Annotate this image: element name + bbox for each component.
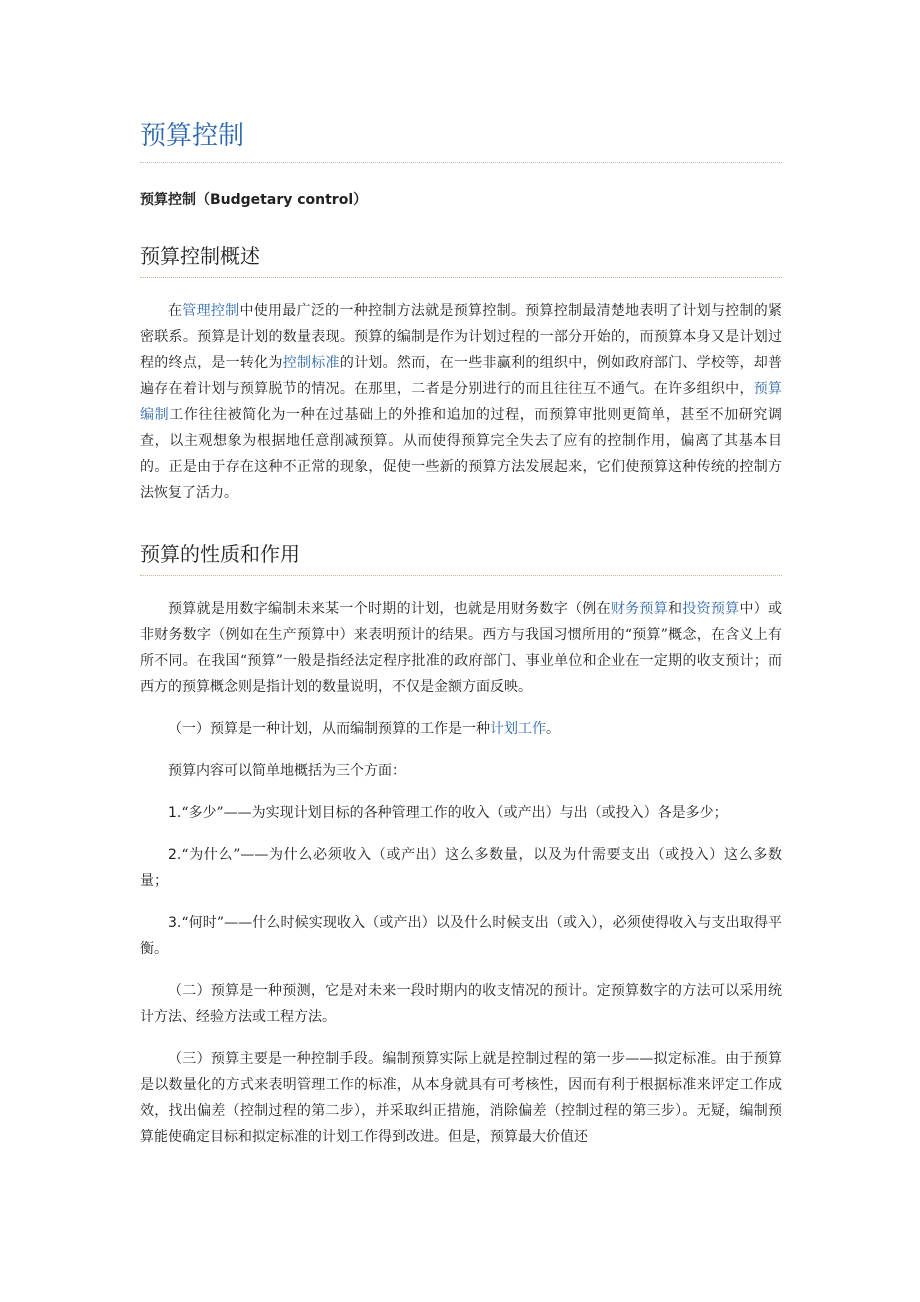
inline-link[interactable]: 管理控制 (182, 303, 240, 319)
summary-paragraph: 预算内容可以简单地概括为三个方面： (168, 763, 406, 779)
inline-link[interactable]: 预算编制 (140, 381, 783, 423)
text-run: 和 (668, 601, 683, 617)
inline-link[interactable]: 投资预算 (682, 601, 740, 617)
list-item (140, 842, 782, 894)
list-number: 3. (168, 915, 182, 931)
list-text: “多少”——为实现计划目标的各种管理工作的收入（或产出）与出（或投入）各是多少； (181, 805, 728, 821)
title-divider (140, 162, 782, 163)
text-run: 在 (168, 303, 183, 319)
list-item (140, 910, 782, 962)
nature-paragraph (140, 596, 782, 700)
inline-link[interactable]: 计划工作 (490, 721, 546, 737)
list-number: 1. (168, 805, 182, 821)
inline-link[interactable]: 财务预算 (610, 601, 669, 617)
section-divider (140, 575, 782, 576)
text-run: 。 (546, 721, 560, 737)
list-text: “何时”——什么时候实现收入（或产出）以及什么时候支出（或入），必须使得收入与支出取得平衡。 (140, 915, 782, 957)
point-three-paragraph: （三）预算主要是一种控制手段。编制预算实际上就是控制过程的第一步——拟定标准。由于预算是以数量化的方式来表明管理工作的标准，从本身就具有可考核性，因而有利于根据标准来评定工作成效，找出偏差（控制过程的第二步），并采取纠正措施，消除偏差（控制过程的第三步）。无疑，编制预算能使确定目标和拟定标准的计划工作得到改进。但是，预算最大价值还 (140, 1051, 782, 1145)
list-text: “为什么”——为什么必须收入（或产出）这么多数量，以及为什需要支出（或投入）这么多数量； (140, 847, 782, 889)
overview-paragraph (140, 298, 782, 506)
list-number: 2. (168, 847, 182, 863)
text-run: 中使用最广泛的一种控制方法就是预算控制。预算控制最清楚地表明了计划与控制的紧密联系。预算是计划的数量表现。预算的编制是作为计划过程的一部分开始的，而预算本身又是计划过程的终点，是一转化为 (140, 303, 783, 371)
point-two-paragraph: （二）预算是一种预测，它是对未来一段时期内的收支情况的预计。定预算数字的方法可以采用统计方法、经验方法或工程方法。 (140, 983, 782, 1025)
list-item (140, 800, 782, 826)
text-run: 的计划。然而，在一些非赢利的组织中，例如政府部门、学校等，却普遍存在着计划与预算脱节的情况。在那里，二者是分别进行的而且往往互不通气。在许多组织中， (140, 355, 783, 397)
section-heading-overview: 预算控制概述 (140, 244, 260, 268)
text-run: 工作往往被简化为一种在过基础上的外推和追加的过程，而预算审批则更简单，甚至不加研究调查，以主观想象为根据地任意削减预算。从而使得预算完全失去了应有的控制作用，偏离了其基本目的。正是由于存在这种不正常的现象，促使一些新的预算方法发展起来，它们使预算这种传统的控制方法恢复了活力。 (140, 407, 783, 501)
section-divider (140, 277, 782, 278)
subtitle: 预算控制（Budgetary control） (140, 192, 368, 208)
point-one-paragraph (140, 716, 782, 742)
text-run: 中）或非财务数字（例如在生产预算中）来表明预计的结果。西方与我国习惯所用的“预算”概念，在含义上有所不同。在我国“预算”一般是指经法定程序批准的政府部门、事业单位和企业在一定期的收支预计；而西方的预算概念则是指计划的数量说明，不仅是金额方面反映。 (140, 601, 783, 695)
text-run: 预算就是用数字编制未来某一个时期的计划，也就是用财务数字（例在 (168, 601, 611, 617)
section-heading-nature: 预算的性质和作用 (140, 542, 300, 566)
article-body (140, 116, 782, 1150)
text-run: （一）预算是一种计划，从而编制预算的工作是一种 (168, 721, 490, 737)
inline-link[interactable]: 控制标准 (282, 355, 340, 371)
page-title: 预算控制 (140, 121, 245, 151)
